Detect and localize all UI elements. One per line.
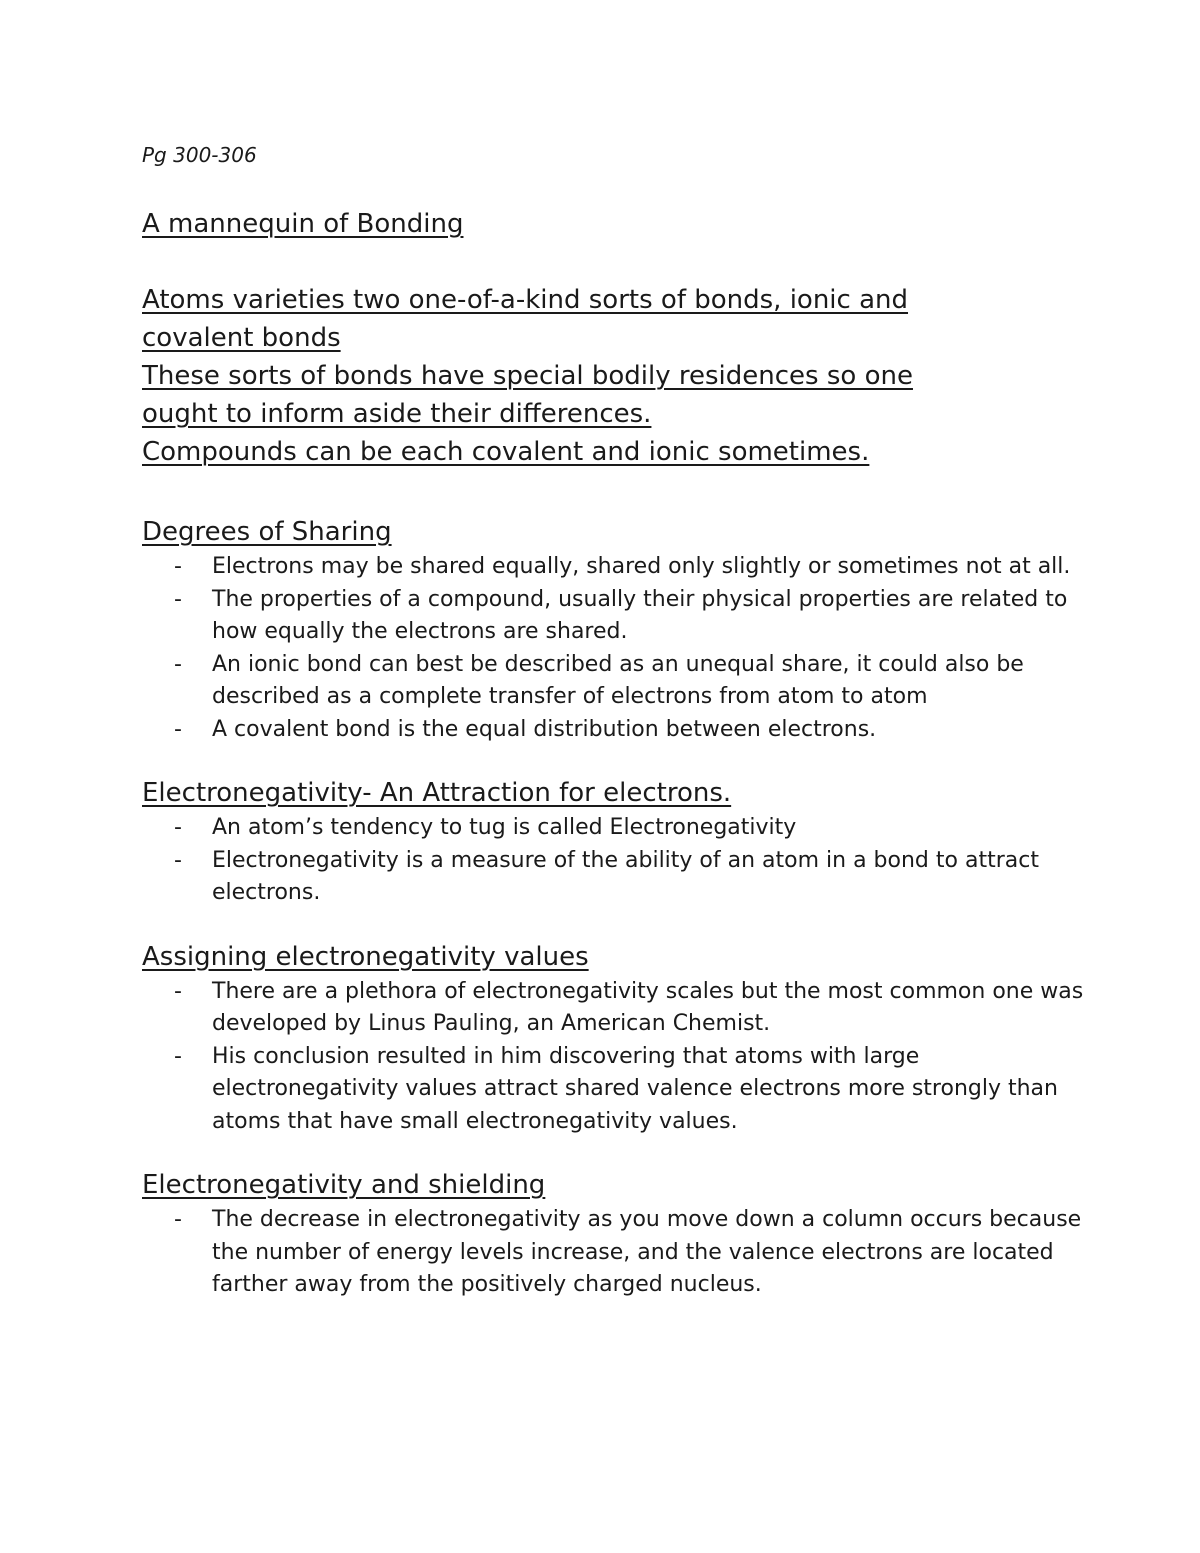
section-electronegativity-attraction — [142, 774, 1092, 910]
bullet-list — [142, 1204, 1092, 1302]
document-title: A mannequin of Bonding — [142, 209, 464, 239]
bullet-dash: - — [174, 1043, 182, 1069]
section-heading: Electronegativity- An Attraction for electrons. — [142, 778, 732, 808]
list-item — [142, 1041, 1092, 1139]
bullet-dash: - — [174, 815, 182, 840]
document-page — [142, 142, 1092, 1330]
list-item — [142, 584, 1092, 649]
bullet-dash: - — [174, 978, 182, 1004]
bullet-dash: - — [174, 554, 182, 579]
list-item-text: The decrease in electronegativity as you move down a column occurs because the number of energy levels increase, and the valence electrons are located farther away from the positively charged nucleus. — [212, 1207, 1082, 1297]
section-heading: Degrees of Sharing — [142, 517, 392, 547]
bullet-list — [142, 812, 1092, 910]
section-shielding — [142, 1166, 1092, 1302]
list-item-text: A covalent bond is the equal distribution between electrons. — [212, 716, 877, 742]
list-item-text: There are a plethora of electronegativity scales but the most common one was developed by Linus Pauling, an American Chemist. — [212, 978, 1084, 1036]
list-item — [142, 551, 1092, 584]
list-item — [142, 714, 1092, 747]
bullet-list — [142, 551, 1092, 746]
page-reference: Pg 300-306 — [142, 143, 257, 167]
list-item-text: An ionic bond can best be described as an unequal share, it could also be described as a complete transfer of electrons from atom to atom — [212, 651, 1024, 709]
list-item-text: An atom’s tendency to tug is called Electronegativity — [212, 815, 797, 840]
bullet-dash: - — [174, 847, 182, 873]
list-item — [142, 976, 1092, 1041]
bullet-dash: - — [174, 716, 182, 742]
intro-line: Atoms varieties two one-of-a-kind sorts of bonds, ionic and — [142, 285, 909, 315]
list-item — [142, 1204, 1092, 1302]
list-item-text: His conclusion resulted in him discovering that atoms with large electronegativity values attract shared valence electrons more strongly than atoms that have small electronegativity values. — [212, 1043, 1058, 1134]
list-item-text: The properties of a compound, usually their physical properties are related to how equally the electrons are shared. — [212, 586, 1068, 644]
bullet-dash: - — [174, 1207, 182, 1232]
intro-line: These sorts of bonds have special bodily residences so one — [142, 361, 913, 391]
list-item-text: Electrons may be shared equally, shared only slightly or sometimes not at all. — [212, 554, 1071, 579]
intro-line: ought to inform aside their differences. — [142, 399, 652, 429]
intro-line: covalent bonds — [142, 323, 341, 353]
list-item — [142, 812, 1092, 845]
section-heading: Electronegativity and shielding — [142, 1170, 546, 1200]
list-item-text: Electronegativity is a measure of the ability of an atom in a bond to attract electrons. — [212, 847, 1039, 905]
bullet-list — [142, 976, 1092, 1139]
section-degrees-of-sharing — [142, 513, 1092, 746]
section-heading: Assigning electronegativity values — [142, 941, 589, 972]
section-assigning-values — [142, 938, 1092, 1139]
bullet-dash: - — [174, 651, 182, 677]
intro-block — [142, 281, 1092, 471]
list-item — [142, 845, 1092, 910]
intro-line: Compounds can be each covalent and ionic sometimes. — [142, 437, 870, 467]
list-item — [142, 649, 1092, 714]
bullet-dash: - — [174, 586, 182, 612]
